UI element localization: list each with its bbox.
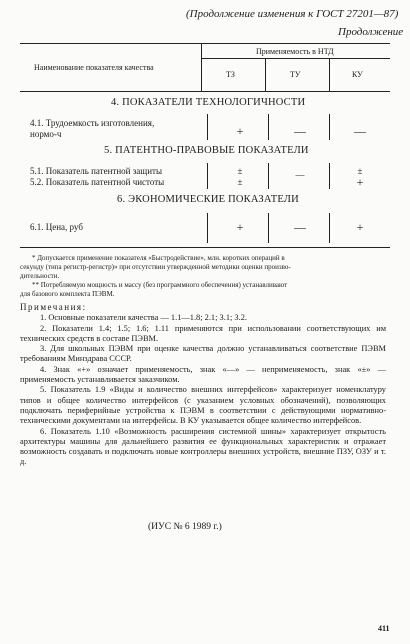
row-divider (329, 213, 330, 243)
notes-block (20, 302, 386, 468)
note-item: 2. Показатели 1.4; 1.5; 1.6; 1.11 применяются при использовании соответствующих им технических средств в составе ПЭВМ. (20, 323, 386, 343)
note-item: 6. Показатель 1.10 «Возможность расширения системной шины» характеризует открытость архитектуры машины для дальнейшего развития ее функциональных характеристик и отражает возможность создавать и подключать новые контроллеры внешних устройств, внешние ПЗУ, ОЗУ и т. д. (20, 426, 386, 467)
row-divider (329, 163, 330, 189)
col-divider-2 (329, 58, 330, 91)
footnote-line: для базового комплекта ПЭВМ. (20, 290, 115, 298)
mark-ku: ± (357, 166, 363, 176)
row-name-unit: нормо-ч (30, 129, 62, 139)
mark-ku: + (356, 175, 364, 189)
note-item: 1. Основные показатели качества — 1.1—1.8; 2.1; 3.1; 3.2. (40, 313, 247, 323)
table-header-bottom-rule (20, 91, 390, 92)
column-header-tz: ТЗ (226, 70, 235, 79)
running-header: (Продолжение изменения к ГОСТ 27201—87) (186, 8, 399, 20)
note-item: 3. Для школьных ПЭВМ при оценке качества должно устанавливаться соответствие ПЭВМ требованиям Минздрава СССР. (20, 344, 386, 364)
mark-tz: + (236, 220, 244, 234)
footnote-line: секунду (типа регистр-регистр)» при отсутствии утвержденной методики оценки произво- (20, 263, 291, 271)
row-name: 6.1. Цена, руб (30, 222, 83, 232)
table-header-divider (201, 43, 202, 91)
continuation-label: Продолжение (338, 26, 404, 38)
footnote-line: дительности. (20, 272, 60, 280)
notes-title: Примечания: (20, 302, 87, 312)
note-item: 5. Показатель 1.9 «Виды и количество внешних интерфейсов» характеризует номенклатуру типов и общее количество интерфейсов (с указанием условных обозначений), позволяющих подключать периферийные устройства к ПЭВМ в соответствии с действующими нормативно-техническими документами на интерфейсы. В КУ указывается общее количество интерфейсов. (20, 385, 386, 426)
row-divider (207, 213, 208, 243)
mark-tu: — (295, 170, 305, 180)
row-divider (207, 163, 208, 189)
column-header-name: Наименование показателя качества (34, 63, 154, 72)
page-number: 411 (378, 624, 390, 633)
mark-tz: ± (237, 177, 243, 187)
row-divider (268, 163, 269, 189)
row-name: 5.1. Показатель патентной защиты (30, 166, 162, 176)
section-title: 5. ПАТЕНТНО-ПРАВОВЫЕ ПОКАЗАТЕЛИ (104, 145, 309, 156)
column-header-applicability: Применяемость в НТД (256, 47, 334, 56)
column-header-ku: КУ (352, 70, 363, 79)
mark-ku: — (354, 124, 366, 138)
section-title: 6. ЭКОНОМИЧЕСКИЕ ПОКАЗАТЕЛИ (117, 194, 299, 205)
col-divider-1 (265, 58, 266, 91)
section-title: 4. ПОКАЗАТЕЛИ ТЕХНОЛОГИЧНОСТИ (111, 97, 306, 108)
applicability-rule (201, 58, 390, 59)
row-divider (329, 114, 330, 140)
table-bottom-rule (20, 247, 390, 248)
row-divider (207, 114, 208, 140)
row-divider (268, 114, 269, 140)
row-name: 5.2. Показатель патентной чистоты (30, 177, 165, 187)
mark-tz: + (236, 124, 244, 138)
source-reference: (ИУС № 6 1989 г.) (148, 522, 222, 532)
mark-ku: + (356, 220, 364, 234)
mark-tu: — (294, 220, 306, 234)
row-divider (268, 213, 269, 243)
mark-tu: — (294, 124, 306, 138)
footnote-line: ** Потребляемую мощность и массу (без программного обеспечения) устанавливают (32, 281, 288, 289)
table-top-rule (20, 43, 390, 44)
row-name: 4.1. Трудоемкость изготовления, (30, 118, 155, 128)
footnote-line: * Допускается применение показателя «Быстродействие», млн. коротких операций в (32, 254, 285, 262)
mark-tz: ± (237, 166, 243, 176)
column-header-tu: ТУ (290, 70, 301, 79)
note-item: 4. Знак «+» означает применяемость, знак «—» — неприменяемость, знак «±» — применяемость устанавливается заказчиком. (20, 364, 386, 385)
